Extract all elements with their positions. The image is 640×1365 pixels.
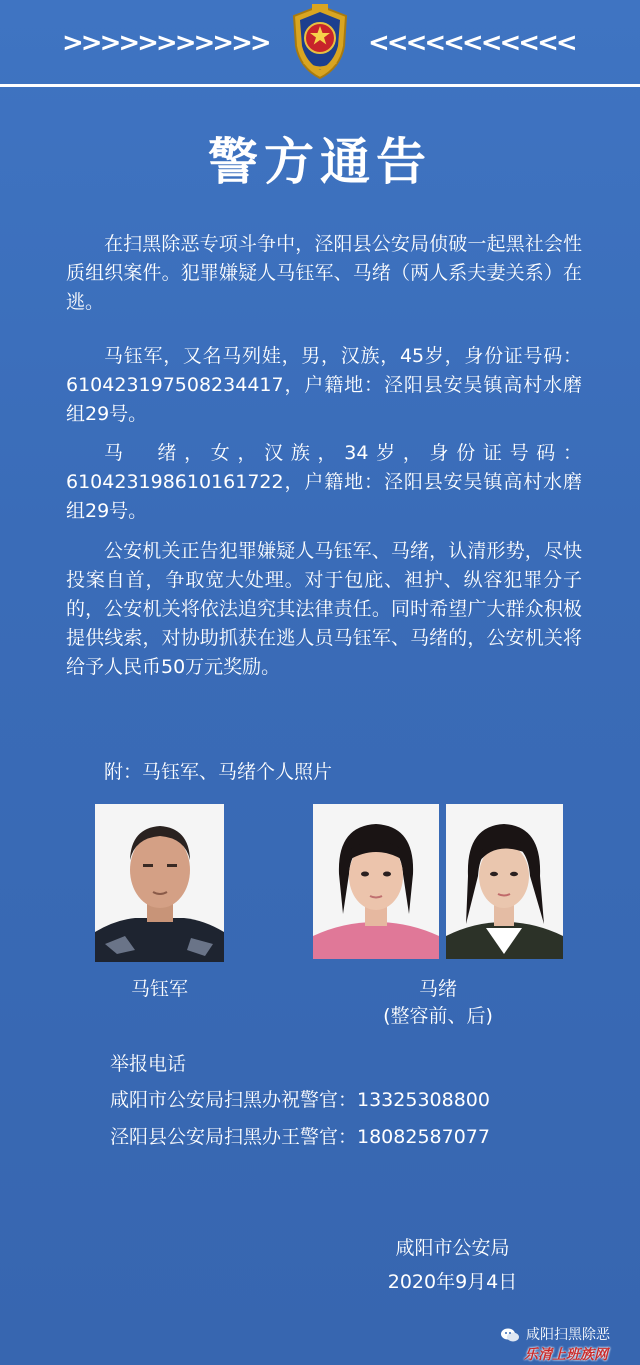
suspect-photo-female-before	[313, 804, 439, 959]
photo-caption-female: 马绪	[418, 978, 457, 1000]
notice-paragraph-suspect-1: 马钰军，又名马列娃，男，汉族，45岁，身份证号码：610423197508234417，户籍地：泾阳县安吴镇高村水磨组29号。	[66, 345, 582, 425]
wechat-icon	[500, 1327, 520, 1343]
chevron-row-right: <<<<<<<<<<<	[368, 28, 575, 58]
notice-title: 警方通告	[208, 133, 432, 191]
suspect-photo-female-after	[446, 804, 563, 959]
account-watermark	[500, 1326, 610, 1344]
site-watermark: 乐清上班族网	[524, 1347, 608, 1363]
notice-paragraph-case: 在扫黑除恶专项斗争中，泾阳县公安局侦破一起黑社会性质组织案件。犯罪嫌疑人马钰军、马绪（两人系夫妻关系）在逃。	[66, 233, 582, 313]
notice-paragraph-suspect-2: 马 绪，女，汉族，34岁，身份证号码：610423198610161722，户籍地：泾阳县安吴镇高村水磨组29号。	[66, 442, 582, 522]
report-line-xianyang: 咸阳市公安局扫黑办祝警官：13325308800	[110, 1089, 490, 1111]
photo-caption-male: 马钰军	[130, 978, 188, 1000]
suspect-photo-male	[95, 804, 224, 962]
top-banner	[0, 0, 640, 84]
signature-date: 2020年9月4日	[387, 1271, 518, 1293]
notice-paragraph-warning: 公安机关正告犯罪嫌疑人马钰军、马绪，认清形势，尽快投案自首，争取宽大处理。对于包庇、袒护、纵容犯罪分子的，公安机关将依法追究其法律责任。同时希望广大群众积极提供线索，对协助抓获在逃人员马钰军、马绪的，公安机关将给予人民币50万元奖励。	[66, 540, 582, 678]
banner-divider	[0, 84, 640, 87]
account-watermark-label: 咸阳扫黑除恶	[526, 1327, 610, 1343]
signature-org: 咸阳市公安局	[395, 1237, 510, 1259]
report-heading: 举报电话	[110, 1053, 187, 1075]
notice-paragraph-attachment: 附：马钰军、马绪个人照片	[104, 761, 333, 783]
police-emblem-icon	[284, 2, 356, 82]
chevron-row-left: >>>>>>>>>>>	[62, 28, 269, 58]
photo-caption-female-note: (整容前、后)	[383, 1005, 493, 1027]
report-line-jingyang: 泾阳县公安局扫黑办王警官：18082587077	[110, 1126, 490, 1148]
